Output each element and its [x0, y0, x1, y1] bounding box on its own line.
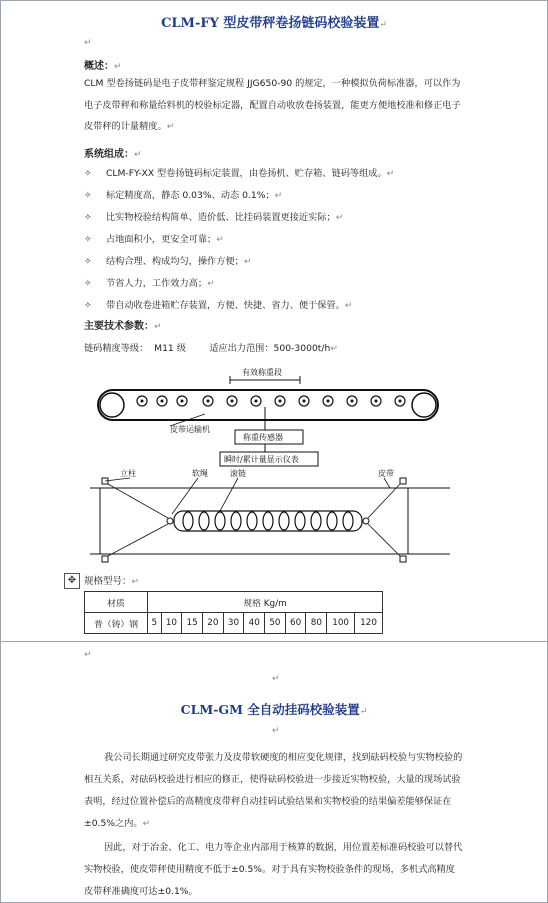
- system-heading: 系统组成：↵: [84, 149, 142, 160]
- material-cell: 普（铸）钢: [85, 613, 148, 634]
- display-label: 瞬时/累计量显示仪表: [224, 455, 299, 464]
- belt-conveyor-label: 皮带运输机: [170, 425, 210, 434]
- spec-cell: 120: [355, 613, 383, 634]
- paragraph-1: 我公司长期通过研究皮带张力及皮带软硬度的相应变化规律，找到砝码校验与实物校验的相互关系，对砝码校验进行相应的修正，使得砝码校验进一步接近实物校验，大量的现场试验表明，经过位置补偿后的高精度皮带秤自动挂码试验结果和实物校验的结果偏差能够保证在±0.5%之内。↵: [84, 752, 463, 829]
- table-move-handle-icon[interactable]: ✥: [64, 573, 80, 589]
- bullet-icon: ✧: [84, 278, 92, 289]
- overview-heading: 概述：↵: [84, 61, 122, 72]
- list-item: ✧ 节省人力，工作效力高；↵: [84, 278, 215, 289]
- load-sensor-label: 称重传感器: [243, 433, 283, 442]
- material-header: 材质: [85, 592, 148, 613]
- soft-rope-label: 软绳: [192, 469, 208, 478]
- spec-cell: 15: [182, 613, 203, 634]
- roller-chain-label: 滚链: [230, 469, 246, 478]
- post-label: 立柱: [120, 469, 136, 478]
- list-item: ✧ 结构合理、构成均匀，操作方便；↵: [84, 256, 252, 267]
- table-row: [85, 613, 383, 634]
- roller-chain-icon: [174, 511, 362, 531]
- spec-cell: 30: [223, 613, 244, 634]
- head-pulley-icon: [100, 393, 124, 417]
- list-item: ✧ CLM-FY-XX 型卷扬链码标定装置，由卷扬机、贮存箱、链码等组成。↵: [84, 168, 395, 179]
- spec-cell: 60: [285, 613, 306, 634]
- bullet-icon: ✧: [84, 234, 92, 245]
- empty-paragraph-mark: ↵: [272, 726, 280, 736]
- belt-label: 皮带: [378, 469, 394, 478]
- params-line: 链码精度等级： M11 级 适应出力范围：500-3000t/h↵: [84, 343, 338, 354]
- bullet-icon: ✧: [84, 256, 92, 267]
- list-item: ✧ 标定精度高，静态 0.03%、动态 0.1%；↵: [84, 190, 283, 201]
- idler-rollers: [137, 396, 405, 406]
- spec-cell: 80: [306, 613, 327, 634]
- tail-pulley-icon: [412, 393, 436, 417]
- empty-paragraph-mark: ↵: [84, 38, 92, 48]
- empty-paragraph-mark: ↵: [272, 674, 280, 684]
- overview-paragraph: CLM 型卷扬链码是电子皮带秤鉴定规程 JJG650-90 的规定，一种模拟负荷标准器，可以作为电子皮带秤和称量给料机的校验标定器，配置自动收放卷扬装置，能更方便地校准和修正电子皮带秤的计量精度。↵: [84, 78, 461, 132]
- spec-cell: 20: [202, 613, 223, 634]
- spec-cell: 100: [327, 613, 355, 634]
- belt-scale-diagram: [90, 364, 450, 564]
- table-row: [85, 592, 383, 613]
- list-item: ✧ 比实物校验结构简单、造价低、比挂码装置更接近实际；↵: [84, 212, 344, 223]
- spec-header: 规格 Kg/m: [148, 592, 383, 613]
- effective-section-label: 有效称重段: [242, 368, 282, 377]
- paragraph-2: 因此，对于冶金、化工、电力等企业内部用于核算的数据，用位置差标准码校验可以替代实物校验，使皮带秤使用精度不低于±0.5%。对于具有实物校验条件的现场，多机式高精度皮带秤准确度可达±0.1%。: [84, 842, 463, 897]
- spec-table: [84, 591, 383, 634]
- spec-cell: 10: [161, 613, 182, 634]
- bullet-icon: ✧: [84, 190, 92, 201]
- spec-label: 规格型号：↵: [84, 576, 140, 587]
- bullet-icon: ✧: [84, 168, 92, 179]
- bullet-icon: ✧: [84, 300, 92, 311]
- section-title: CLM-GM 全自动挂码校验装置↵: [180, 702, 368, 717]
- page-2: [0, 642, 548, 903]
- list-item: ✧ 占地面积小，更安全可靠；↵: [84, 234, 224, 245]
- params-heading: 主要技术参数：↵: [84, 321, 162, 332]
- spec-cell: 5: [148, 613, 162, 634]
- bullet-icon: ✧: [84, 212, 92, 223]
- spec-cell: 50: [265, 613, 286, 634]
- list-item: ✧ 带自动收卷进箱贮存装置，方便、快捷、省力、便于保管。↵: [84, 300, 353, 311]
- page-title: CLM-FY 型皮带秤卷扬链码校验装置↵: [161, 16, 387, 31]
- empty-paragraph-mark: ↵: [84, 650, 92, 660]
- spec-cell: 40: [244, 613, 265, 634]
